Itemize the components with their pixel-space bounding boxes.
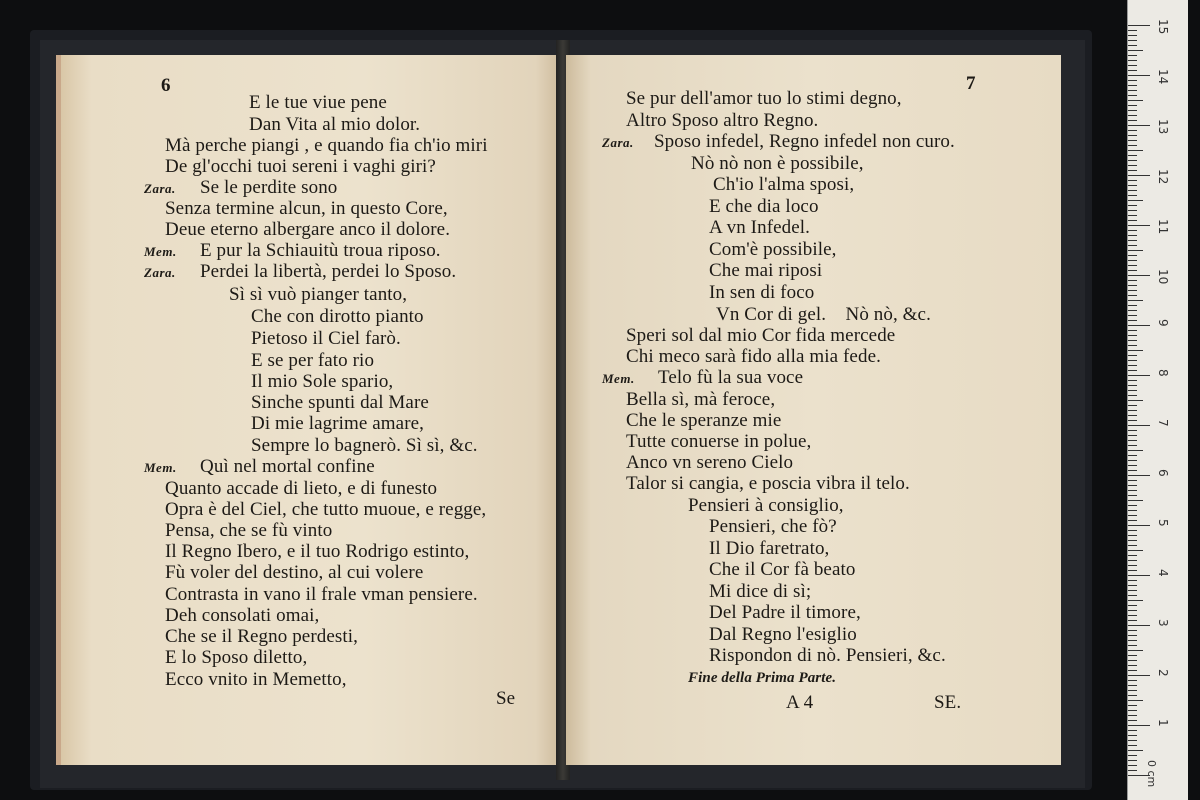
- text-line: Che con dirotto pianto: [251, 306, 424, 327]
- ruler-tick: [1128, 530, 1137, 531]
- ruler-tick: [1128, 705, 1137, 706]
- ruler-tick: [1128, 115, 1137, 116]
- ruler-tick: [1128, 330, 1137, 331]
- ruler-tick: [1128, 215, 1137, 216]
- ruler-tick: [1128, 680, 1137, 681]
- right-page: [566, 55, 1061, 765]
- ruler-tick: [1128, 620, 1137, 621]
- ruler-tick: [1128, 25, 1150, 26]
- ruler-tick: [1128, 190, 1137, 191]
- ruler-tick: [1128, 265, 1137, 266]
- text-line: A vn Infedel.: [709, 217, 811, 238]
- ruler-tick: [1128, 40, 1137, 41]
- text-line: Sempre lo bagnerò. Sì sì, &c.: [251, 435, 478, 456]
- ruler-tick: [1128, 510, 1137, 511]
- ruler-tick: [1128, 695, 1137, 696]
- text-line: Sì sì vuò pianger tanto,: [229, 284, 408, 305]
- ruler-tick: [1128, 220, 1137, 221]
- ruler-tick: [1128, 35, 1137, 36]
- text-line: Il Regno Ibero, e il tuo Rodrigo estinto,: [165, 541, 470, 562]
- ruler-tick: [1128, 405, 1137, 406]
- speaker-label: Zara.: [602, 135, 634, 150]
- ruler-tick: [1128, 595, 1137, 596]
- text-line: Di mie lagrime amare,: [251, 413, 425, 434]
- ruler-number: 6: [1156, 469, 1170, 477]
- ruler-tick: [1128, 545, 1137, 546]
- text-line: Opra è del Ciel, che tutto muoue, e regge,: [165, 499, 487, 520]
- ruler-number: 13: [1156, 119, 1170, 135]
- text-line: Mi dice di sì;: [709, 581, 812, 602]
- ruler-tick: [1128, 565, 1137, 566]
- ruler-tick: [1128, 425, 1150, 426]
- text-line: Pensa, che se fù vinto: [165, 520, 333, 541]
- ruler-tick: [1128, 730, 1137, 731]
- ruler-tick: [1128, 610, 1137, 611]
- ruler-number: 14: [1156, 69, 1170, 85]
- ruler-tick: [1128, 125, 1150, 126]
- text-line: Se pur dell'amor tuo lo stimi degno,: [626, 88, 902, 109]
- text-line: Telo fù la sua voce: [658, 367, 804, 388]
- ruler-tick: [1128, 95, 1137, 96]
- ruler-tick: [1128, 455, 1137, 456]
- ruler-tick: [1128, 570, 1137, 571]
- text-line: Chi meco sarà fido alla mia fede.: [626, 346, 881, 367]
- ruler-tick: [1128, 500, 1143, 501]
- ruler-tick: [1128, 715, 1137, 716]
- ruler-tick: [1128, 205, 1137, 206]
- ruler-tick: [1128, 660, 1137, 661]
- ruler-tick: [1128, 540, 1137, 541]
- speaker-label: Mem.: [144, 460, 177, 475]
- ruler-tick: [1128, 410, 1137, 411]
- ruler-tick: [1128, 325, 1150, 326]
- ruler-tick: [1128, 585, 1137, 586]
- ruler-tick: [1128, 575, 1150, 576]
- ruler-tick: [1128, 85, 1137, 86]
- ruler-tick: [1128, 445, 1137, 446]
- ruler-tick: [1128, 725, 1150, 726]
- ruler-tick: [1128, 340, 1137, 341]
- ruler-tick: [1128, 175, 1150, 176]
- text-line: Pietoso il Ciel farò.: [251, 328, 401, 349]
- ruler-tick: [1128, 640, 1137, 641]
- text-line: Rispondon di nò. Pensieri, &c.: [709, 645, 946, 666]
- ruler-tick: [1128, 505, 1137, 506]
- ruler-tick: [1128, 55, 1137, 56]
- ruler-tick: [1128, 520, 1137, 521]
- part-end-heading: Fine della Prima Parte.: [688, 670, 837, 686]
- text-line: E lo Sposo diletto,: [165, 647, 308, 668]
- text-line: Nò nò non è possibile,: [691, 153, 864, 174]
- ruler-tick: [1128, 490, 1137, 491]
- ruler-tick: [1128, 155, 1137, 156]
- ruler-number: 3: [1156, 619, 1170, 627]
- ruler-tick: [1128, 665, 1137, 666]
- ruler-tick: [1128, 470, 1137, 471]
- ruler-tick: [1128, 635, 1137, 636]
- ruler-tick: [1128, 45, 1137, 46]
- ruler-tick: [1128, 145, 1137, 146]
- ruler-tick: [1128, 685, 1137, 686]
- ruler-tick: [1128, 615, 1137, 616]
- ruler-tick: [1128, 740, 1137, 741]
- ruler-tick: [1128, 430, 1137, 431]
- ruler-tick: [1128, 495, 1137, 496]
- ruler-number: 4: [1156, 569, 1170, 577]
- measurement-ruler: [1127, 0, 1188, 800]
- ruler-tick: [1128, 365, 1137, 366]
- ruler-tick: [1128, 110, 1137, 111]
- text-line: Sinche spunti dal Mare: [251, 392, 429, 413]
- ruler-tick: [1128, 625, 1150, 626]
- ruler-tick: [1128, 160, 1137, 161]
- ruler-tick: [1128, 245, 1137, 246]
- ruler-tick: [1128, 170, 1137, 171]
- ruler-tick: [1128, 65, 1137, 66]
- text-line: Bella sì, mà feroce,: [626, 389, 776, 410]
- ruler-tick: [1128, 180, 1137, 181]
- ruler-tick: [1128, 550, 1143, 551]
- ruler-tick: [1128, 370, 1137, 371]
- ruler-tick: [1128, 230, 1137, 231]
- ruler-tick: [1128, 105, 1137, 106]
- text-line: Dan Vita al mio dolor.: [249, 114, 421, 135]
- text-line: Quì nel mortal confine: [200, 456, 375, 477]
- ruler-tick: [1128, 250, 1143, 251]
- text-line: Deh consolati omai,: [165, 605, 320, 626]
- ruler-tick: [1128, 285, 1137, 286]
- ruler-number: 1: [1156, 719, 1170, 727]
- ruler-tick: [1128, 280, 1137, 281]
- catchword: SE.: [934, 692, 962, 713]
- text-line: E le tue viue pene: [249, 92, 387, 113]
- ruler-number: 11: [1156, 219, 1170, 235]
- text-line: Quanto accade di lieto, e di funesto: [165, 478, 438, 499]
- text-line: In sen di foco: [709, 282, 815, 303]
- ruler-tick: [1128, 690, 1137, 691]
- ruler-tick: [1128, 415, 1137, 416]
- signature-mark: A 4: [786, 692, 814, 713]
- text-line: Perdei la libertà, perdei lo Sposo.: [200, 261, 457, 282]
- ruler-tick: [1128, 745, 1137, 746]
- ruler-tick: [1128, 710, 1137, 711]
- ruler-tick: [1128, 580, 1137, 581]
- ruler-tick: [1128, 700, 1143, 701]
- text-line: De gl'occhi tuoi sereni i vaghi giri?: [165, 156, 436, 177]
- ruler-tick: [1128, 750, 1143, 751]
- ruler-tick: [1128, 140, 1137, 141]
- ruler-number: 7: [1156, 419, 1170, 427]
- text-line: E se per fato rio: [251, 350, 375, 371]
- ruler-tick: [1128, 355, 1137, 356]
- ruler-tick: [1128, 320, 1137, 321]
- text-line: Altro Sposo altro Regno.: [626, 110, 819, 131]
- ruler-tick: [1128, 765, 1137, 766]
- ruler-tick: [1128, 720, 1137, 721]
- text-line: Talor si cangia, e poscia vibra il telo.: [626, 473, 910, 494]
- page-number: 7: [966, 73, 976, 94]
- ruler-tick: [1128, 130, 1137, 131]
- ruler-tick: [1128, 515, 1137, 516]
- catchword: Se: [496, 688, 516, 709]
- ruler-tick: [1128, 380, 1137, 381]
- ruler-number: 10: [1156, 269, 1170, 285]
- ruler-number: 2: [1156, 669, 1170, 677]
- text-line: Pensieri, che fò?: [709, 516, 837, 537]
- ruler-tick: [1128, 350, 1143, 351]
- ruler-tick: [1128, 300, 1143, 301]
- ruler-tick: [1128, 310, 1137, 311]
- ruler-tick: [1128, 400, 1143, 401]
- ruler-unit-label: 0 cm: [1145, 760, 1158, 788]
- left-page: [56, 55, 566, 765]
- speaker-label: Zara.: [144, 181, 176, 196]
- ruler-tick: [1128, 80, 1137, 81]
- ruler-tick: [1128, 770, 1137, 771]
- ruler-tick: [1128, 600, 1143, 601]
- ruler-number: 12: [1156, 169, 1170, 185]
- ruler-number: 9: [1156, 319, 1170, 327]
- ruler-tick: [1128, 555, 1137, 556]
- text-line: Tutte conuerse in polue,: [626, 431, 812, 452]
- text-line: Sposo infedel, Regno infedel non curo.: [654, 131, 955, 152]
- ruler-tick: [1128, 420, 1137, 421]
- ruler-number: 8: [1156, 369, 1170, 377]
- ruler-tick: [1128, 60, 1137, 61]
- ruler-tick: [1128, 90, 1137, 91]
- text-line: Ch'io l'alma sposi,: [713, 174, 855, 195]
- ruler-tick: [1128, 30, 1137, 31]
- ruler-tick: [1128, 760, 1137, 761]
- ruler-tick: [1128, 50, 1143, 51]
- ruler-tick: [1128, 475, 1150, 476]
- ruler-tick: [1128, 525, 1150, 526]
- text-line: Che le speranze mie: [626, 410, 782, 431]
- ruler-tick: [1128, 200, 1143, 201]
- ruler-tick: [1128, 195, 1137, 196]
- ruler-tick: [1128, 100, 1143, 101]
- ruler-tick: [1128, 150, 1143, 151]
- ruler-tick: [1128, 260, 1137, 261]
- ruler-tick: [1128, 385, 1137, 386]
- ruler-tick: [1128, 185, 1137, 186]
- text-line: Il mio Sole spario,: [251, 371, 394, 392]
- ruler-tick: [1128, 480, 1137, 481]
- ruler-tick: [1128, 305, 1137, 306]
- ruler-tick: [1128, 675, 1150, 676]
- ruler-tick: [1128, 335, 1137, 336]
- ruler-tick: [1128, 75, 1150, 76]
- ruler-tick: [1128, 450, 1143, 451]
- ruler-tick: [1128, 235, 1137, 236]
- text-line: Il Dio faretrato,: [709, 538, 830, 559]
- ruler-tick: [1128, 440, 1137, 441]
- text-line: Deue eterno albergare anco il dolore.: [165, 219, 451, 240]
- ruler-tick: [1128, 295, 1137, 296]
- ruler-tick: [1128, 255, 1137, 256]
- ruler-tick: [1128, 70, 1137, 71]
- ruler-tick: [1128, 375, 1150, 376]
- text-line: Pensieri à consiglio,: [688, 495, 844, 516]
- ruler-tick: [1128, 165, 1137, 166]
- ruler-tick: [1128, 225, 1150, 226]
- text-line: Ecco vnito in Memetto,: [165, 669, 347, 690]
- text-line: Che il Cor fà beato: [709, 559, 856, 580]
- text-line: Dal Regno l'esiglio: [709, 624, 857, 645]
- ruler-tick: [1128, 655, 1137, 656]
- text-line: Che se il Regno perdesti,: [165, 626, 358, 647]
- ruler-tick: [1128, 270, 1137, 271]
- text-line: Se le perdite sono: [200, 177, 338, 198]
- ruler-tick: [1128, 630, 1137, 631]
- ruler-tick: [1128, 390, 1137, 391]
- ruler-tick: [1128, 465, 1137, 466]
- ruler-tick: [1128, 670, 1137, 671]
- text-line: Contrasta in vano il frale vman pensiere.: [165, 584, 478, 605]
- ruler-tick: [1128, 435, 1137, 436]
- text-line: Del Padre il timore,: [709, 602, 861, 623]
- ruler-tick: [1128, 535, 1137, 536]
- ruler-number: 5: [1156, 519, 1170, 527]
- ruler-tick: [1128, 240, 1137, 241]
- text-line: Che mai riposi: [709, 260, 823, 281]
- text-line: Anco vn sereno Cielo: [626, 452, 794, 473]
- text-line: Fù voler del destino, al cui volere: [165, 562, 424, 583]
- ruler-tick: [1128, 650, 1143, 651]
- ruler-tick: [1128, 290, 1137, 291]
- text-line: Senza termine alcun, in questo Core,: [165, 198, 448, 219]
- ruler-tick: [1128, 135, 1137, 136]
- ruler-number: 15: [1156, 19, 1170, 35]
- speaker-label: Mem.: [144, 244, 177, 259]
- ruler-tick: [1128, 645, 1137, 646]
- text-line: Vn Cor di gel. Nò nò, &c.: [716, 304, 931, 325]
- ruler-tick: [1128, 395, 1137, 396]
- text-line: Mà perche piangi , e quando fia ch'io miri: [165, 135, 488, 156]
- text-line: Com'è possibile,: [709, 239, 837, 260]
- text-line: Speri sol dal mio Cor fida mercede: [626, 325, 896, 346]
- text-line: E che dia loco: [709, 196, 819, 217]
- speaker-label: Zara.: [144, 265, 176, 280]
- ruler-tick: [1128, 755, 1137, 756]
- ruler-tick: [1128, 120, 1137, 121]
- ruler-tick: [1128, 590, 1137, 591]
- ruler-tick: [1128, 275, 1150, 276]
- page-number: 6: [161, 75, 171, 96]
- text-line: E pur la Schiauitù troua riposo.: [200, 240, 441, 261]
- ruler-tick: [1128, 315, 1137, 316]
- ruler-tick: [1128, 605, 1137, 606]
- ruler-tick: [1128, 735, 1137, 736]
- ruler-tick: [1128, 360, 1137, 361]
- ruler-tick: [1128, 560, 1137, 561]
- speaker-label: Mem.: [602, 371, 635, 386]
- ruler-tick: [1128, 460, 1137, 461]
- ruler-tick: [1128, 210, 1137, 211]
- ruler-tick: [1128, 485, 1137, 486]
- ruler-tick: [1128, 345, 1137, 346]
